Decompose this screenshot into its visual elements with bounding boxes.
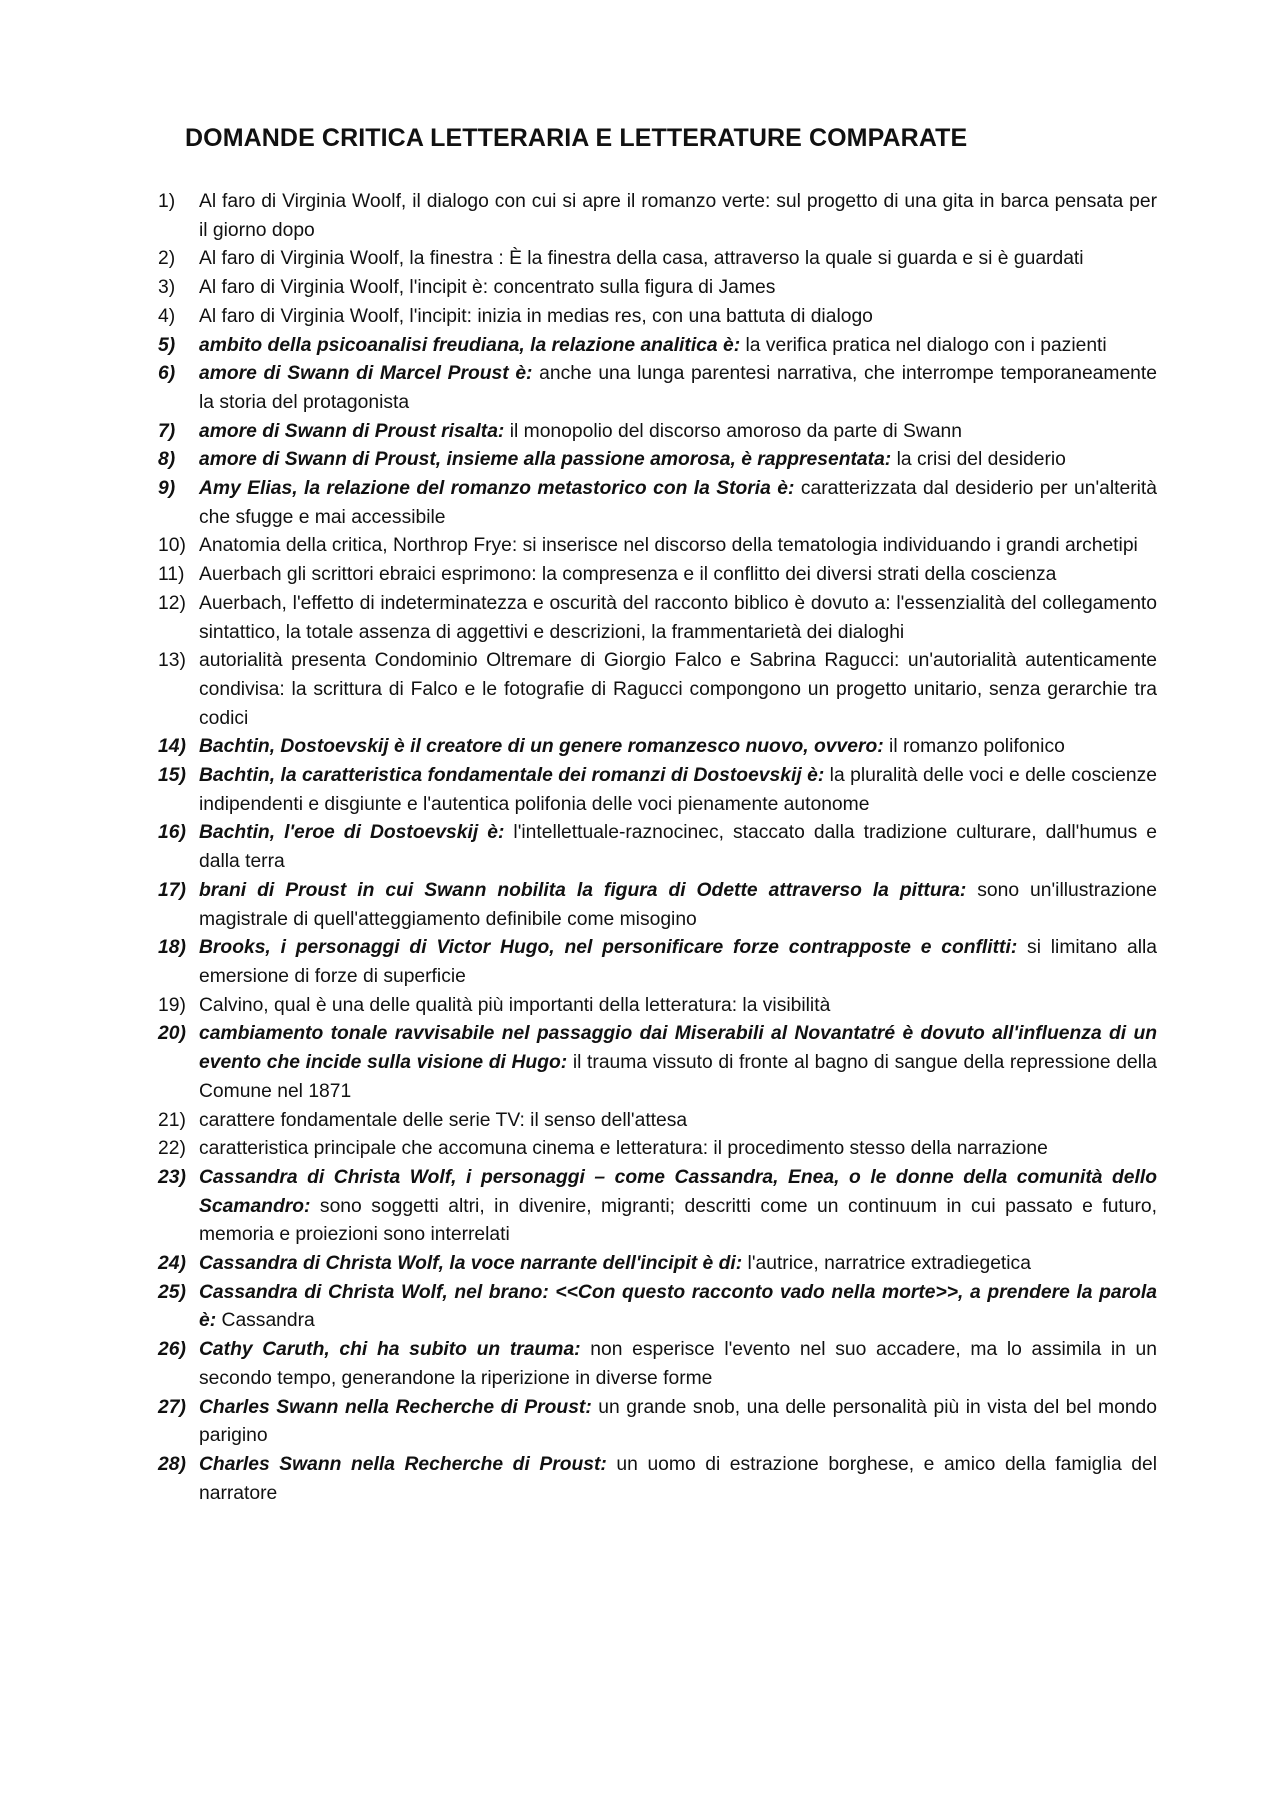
answer-text: un grande snob, una delle personalità più in vista del bel mondo parigino — [199, 1396, 1158, 1447]
answer-text: il monopolio del discorso amoroso da parte di Swann — [504, 420, 963, 442]
answer-text: caratteristica principale che accomuna cinema e letteratura: il procedimento stesso della narrazione — [199, 1138, 1048, 1160]
list-item — [158, 877, 1158, 934]
list-item — [158, 1394, 1158, 1451]
list-item — [158, 647, 1158, 733]
list-item — [158, 762, 1158, 819]
item-text — [199, 590, 1157, 647]
question-text: Cassandra di Christa Wolf, la voce narrante dell'incipit è di: — [199, 1253, 743, 1275]
list-item — [158, 332, 1158, 361]
answer-text: caratterizzata dal desiderio per un'alterità che sfugge e mai accessibile — [199, 478, 1157, 528]
question-text: brani di Proust in cui Swann nobilita la figura di Odette attraverso la pittura: — [199, 879, 967, 901]
item-number: 19) — [158, 994, 186, 1016]
answer-text: Al faro di Virginia Woolf, l'incipit è: concentrato sulla figura di James — [199, 277, 776, 299]
list-item — [158, 733, 1158, 762]
question-text: Cathy Caruth, chi ha subito un trauma: — [199, 1339, 581, 1361]
item-number: 23) — [158, 1166, 186, 1188]
list-item — [158, 446, 1158, 475]
item-text — [199, 561, 1157, 590]
item-text — [199, 762, 1157, 819]
answer-text: la crisi del desiderio — [891, 449, 1066, 471]
answer-text: Anatomia della critica, Northrop Frye: si inserisce nel discorso della tematologia individuando i grandi archetipi — [199, 535, 1138, 557]
list-item — [158, 1279, 1158, 1336]
item-number: 28) — [158, 1453, 186, 1475]
item-text — [199, 1279, 1157, 1336]
item-text — [199, 733, 1157, 762]
question-text: Bachtin, l'eroe di Dostoevskij è: — [199, 822, 505, 844]
answer-text: Al faro di Virginia Woolf, l'incipit: inizia in medias res, con una battuta di dialogo — [199, 305, 873, 327]
list-item — [158, 245, 1158, 274]
item-number: 5) — [158, 334, 176, 356]
list-item — [158, 992, 1158, 1021]
item-text — [199, 819, 1157, 876]
list-item — [158, 532, 1158, 561]
answer-text: la verifica pratica nel dialogo con i pazienti — [740, 334, 1107, 356]
list-item — [158, 475, 1158, 532]
item-text — [199, 1336, 1157, 1393]
item-number: 14) — [158, 736, 186, 758]
item-number: 15) — [158, 765, 186, 787]
item-number: 9) — [158, 478, 176, 500]
item-text — [199, 418, 1157, 447]
question-text: amore di Swann di Proust, insieme alla passione amorosa, è rappresentata: — [199, 449, 892, 471]
answer-text: si limitano alla emersione di forze di superficie — [199, 937, 1157, 987]
item-number: 27) — [158, 1396, 186, 1418]
answer-text: Al faro di Virginia Woolf, il dialogo con cui si apre il romanzo verte: sul progetto di una gita in barca pensata per il giorno dopo — [199, 191, 1157, 241]
list-item — [158, 561, 1158, 590]
answer-text: Calvino, qual è una delle qualità più importanti della letteratura: la visibilità — [199, 994, 831, 1016]
item-text — [199, 992, 1157, 1021]
list-item — [158, 303, 1158, 332]
list-item — [158, 1451, 1158, 1508]
answer-text: il trauma vissuto di fronte al bagno di sangue della repressione della Comune nel 1871 — [199, 1052, 1157, 1102]
answer-text: l'autrice, narratrice extradiegetica — [742, 1253, 1031, 1275]
question-text: Bachtin, Dostoevskij è il creatore di un genere romanzesco nuovo, ovvero: — [199, 736, 884, 758]
question-text: cambiamento tonale ravvisabile nel passaggio dai Miserabili al Novantatré è dovuto all'influenza di un evento che incide sulla visione di Hugo: — [199, 1023, 1157, 1074]
question-text: Charles Swann nella Recherche di Proust: — [199, 1396, 592, 1418]
item-number: 1) — [158, 191, 176, 212]
answer-text: Auerbach, l'effetto di indeterminatezza e oscurità del racconto biblico è dovuto a: l'essenzialità del collegamento sintattico, la totale assenza di aggettivi e descrizioni, la frammentarietà dei dialoghi — [199, 592, 1157, 643]
item-number: 3) — [158, 277, 176, 299]
answer-text: Al faro di Virginia Woolf, la finestra : È la finestra della casa, attraverso la quale si guarda e si è guardati — [199, 248, 1084, 270]
item-number: 12) — [158, 592, 186, 614]
question-text: Cassandra di Christa Wolf, i personaggi – come Cassandra, Enea, o le donne della comunità dello Scamandro: — [199, 1166, 1157, 1217]
item-text — [199, 1164, 1157, 1250]
answer-text: Cassandra — [216, 1310, 315, 1332]
item-text — [199, 303, 1157, 332]
item-number: 7) — [158, 420, 176, 442]
answer-text: anche una lunga parentesi narrativa, che interrompe temporaneamente la storia del protagonista — [199, 363, 1157, 413]
item-number: 21) — [158, 1109, 186, 1131]
item-number: 17) — [158, 879, 186, 901]
answer-text: autorialità presenta Condominio Oltremare di Giorgio Falco e Sabrina Ragucci: un'autorialità autenticamente condivisa: la scrittura di Falco e le fotografie di Ragucci compongono un progetto unitario, senza gerarchie tra codici — [199, 650, 1157, 729]
item-text — [199, 532, 1157, 561]
item-number: 16) — [158, 822, 186, 844]
list-item — [158, 1250, 1158, 1279]
item-number: 8) — [158, 449, 176, 471]
answer-text: il romanzo polifonico — [883, 736, 1065, 758]
list-item — [158, 1336, 1158, 1393]
item-number: 22) — [158, 1138, 186, 1160]
item-text — [199, 1107, 1157, 1136]
item-number: 11) — [158, 564, 185, 586]
item-text — [199, 877, 1157, 934]
question-text: amore di Swann di Marcel Proust è: — [199, 363, 533, 385]
list-item — [158, 819, 1158, 876]
item-number: 26) — [158, 1339, 186, 1361]
item-text — [199, 446, 1157, 475]
list-item — [158, 934, 1158, 991]
item-number: 25) — [158, 1281, 186, 1303]
list-item — [158, 360, 1158, 417]
question-text: ambito della psicoanalisi freudiana, la relazione analitica è: — [199, 334, 741, 356]
item-text — [199, 1250, 1157, 1279]
question-list — [158, 188, 1158, 1508]
answer-text: non esperisce l'evento nel suo accadere, ma lo assimila in un secondo tempo, generandone la riperizione in diverse forme — [199, 1339, 1157, 1389]
list-item — [158, 274, 1158, 303]
item-text — [199, 360, 1157, 417]
question-text: Charles Swann nella Recherche di Proust: — [199, 1453, 607, 1475]
item-text — [199, 188, 1157, 245]
item-text — [199, 647, 1157, 733]
item-number: 20) — [158, 1023, 186, 1045]
item-text — [199, 1135, 1157, 1164]
list-item — [158, 1164, 1158, 1250]
item-text — [199, 332, 1157, 361]
question-text: Amy Elias, la relazione del romanzo metastorico con la Storia è: — [199, 478, 795, 500]
list-item — [158, 1107, 1158, 1136]
answer-text: la pluralità delle voci e delle coscienze indipendenti e disgiunte e l'autentica polifonia delle voci pienamente autonome — [199, 765, 1157, 815]
list-item — [158, 188, 1158, 245]
list-item — [158, 590, 1158, 647]
answer-text: sono un'illustrazione magistrale di quell'atteggiamento definibile come misogino — [199, 879, 1157, 930]
list-item — [158, 418, 1158, 447]
item-number: 18) — [158, 937, 186, 959]
answer-text: carattere fondamentale delle serie TV: il senso dell'attesa — [199, 1109, 688, 1131]
item-number: 24) — [158, 1253, 186, 1275]
item-number: 4) — [158, 305, 176, 327]
item-text — [199, 274, 1157, 303]
question-text: Brooks, i personaggi di Victor Hugo, nel personificare forze contrapposte e conflitti: — [199, 937, 1018, 959]
answer-text: l'intellettuale-raznocinec, staccato dalla tradizione culturare, dall'humus e dalla terra — [199, 822, 1157, 873]
answer-text: un uomo di estrazione borghese, e amico della famiglia del narratore — [199, 1453, 1157, 1504]
question-text: Cassandra di Christa Wolf, nel brano: <<Con questo racconto vado nella morte>>, a prendere la parola è: — [199, 1281, 1157, 1332]
item-text — [199, 475, 1157, 532]
list-item — [158, 1135, 1158, 1164]
answer-text: sono soggetti altri, in divenire, migranti; descritti come un continuum in cui passato e futuro, memoria e proiezioni sono interrelati — [199, 1195, 1157, 1246]
item-text — [199, 1394, 1157, 1451]
item-number: 13) — [158, 650, 186, 672]
item-number: 2) — [158, 248, 176, 270]
item-number: 10) — [158, 535, 186, 557]
page-title: DOMANDE CRITICA LETTERARIA E LETTERATURE COMPARATE — [185, 124, 968, 152]
item-text — [199, 934, 1157, 991]
list-item — [158, 1020, 1158, 1106]
item-text — [199, 1020, 1157, 1106]
answer-text: Auerbach gli scrittori ebraici esprimono: la compresenza e il conflitto dei diversi strati della coscienza — [199, 564, 1057, 586]
item-number: 6) — [158, 363, 176, 385]
question-text: Bachtin, la caratteristica fondamentale dei romanzi di Dostoevskij è: — [199, 765, 825, 787]
item-text — [199, 245, 1157, 274]
question-text: amore di Swann di Proust risalta: — [199, 420, 505, 442]
item-text — [199, 1451, 1157, 1508]
